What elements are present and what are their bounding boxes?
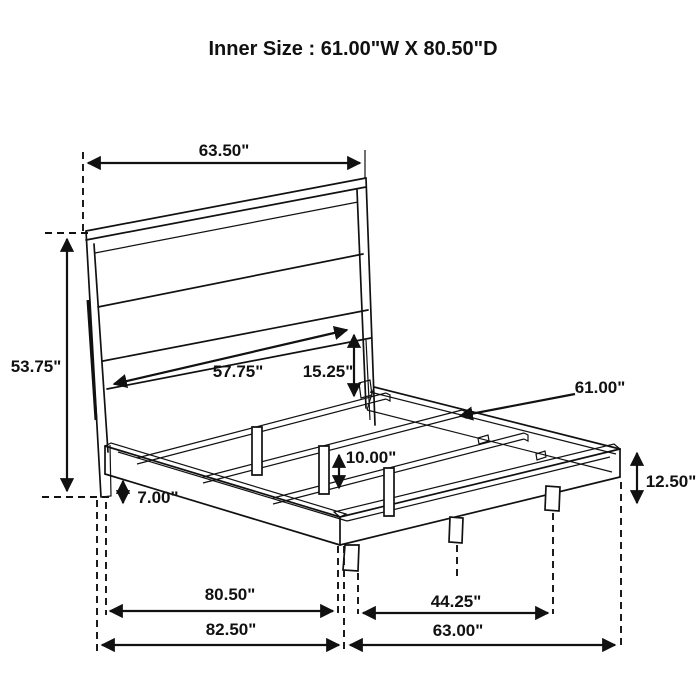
dimension-label: 63.50" [198,141,250,160]
diagram-title: Inner Size : 61.00"W X 80.50"D [208,38,498,60]
dimension-label: 53.75" [10,357,62,376]
dimension-label: 82.50" [205,620,257,639]
dimension-label: 12.50" [645,472,697,491]
dimension-label: 61.00" [574,378,626,397]
extension-lines [42,150,621,651]
dimension-side-rail-height [637,453,696,503]
dimension-label: 63.00" [432,621,484,640]
dimension-floor-clearance [123,481,179,507]
dimension-headboard-bottom-gap [303,335,354,396]
foot-leg-far [545,486,560,511]
slat-support-rails [137,380,546,516]
dimension-label: 80.50" [204,585,256,604]
dimension-label: 10.00" [345,448,397,467]
bed-frame [105,387,620,571]
foot-leg-center [449,517,463,543]
dimension-overall-width [350,621,615,645]
dimension-label: 44.25" [430,592,482,611]
dimension-slat-area-depth [110,585,333,611]
dimension-headboard-width [88,141,360,163]
dimension-headboard-height [11,239,67,491]
support-leg [252,427,262,475]
dimension-label: 15.25" [302,362,354,381]
support-leg [384,468,394,516]
foot-leg-near [343,545,359,571]
dimension-overall-depth [102,620,339,645]
dimension-label: 57.75" [212,362,264,381]
support-leg [319,446,329,494]
dimension-label: 7.00" [137,488,179,507]
dimension-footboard-inner-span [363,592,548,613]
dimension-inner-width [460,378,625,416]
